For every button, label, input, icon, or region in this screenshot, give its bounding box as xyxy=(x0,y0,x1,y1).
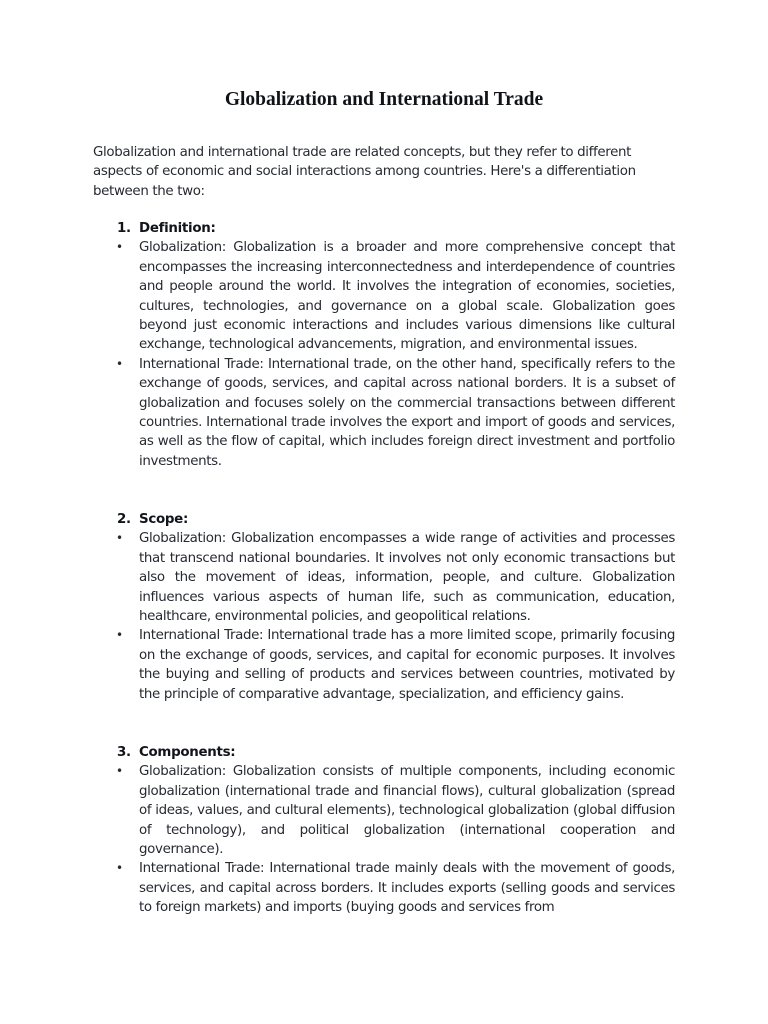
intro-paragraph: Globalization and international trade are related concepts, but they refer to different aspects of economic and social interactions among countries. Here's a differentiation between the two: xyxy=(93,145,636,199)
section-scope xyxy=(93,510,675,704)
list-item xyxy=(93,529,675,626)
list-item xyxy=(93,626,675,704)
bullet-list xyxy=(93,762,675,917)
bullet-icon: • xyxy=(116,861,123,876)
page-title: Globalization and International Trade xyxy=(224,89,544,110)
bullet-icon: • xyxy=(116,628,123,643)
section-heading-text: Scope: xyxy=(139,512,189,527)
bullet-icon: • xyxy=(116,531,123,546)
bullet-list xyxy=(93,529,675,704)
section-definition xyxy=(93,219,675,471)
bullet-icon: • xyxy=(116,764,123,779)
bullet-icon: • xyxy=(116,356,123,371)
list-item-text: Globalization: Globalization encompasses a wide range of activities and processes that transcend national boundaries. It involves not only economic transactions but also the movement of ideas, information, people, and culture. Globalization influences various aspects of human life, such as communication, education, healthcare, environmental policies, and geopolitical relations. xyxy=(139,531,675,625)
section-heading xyxy=(93,510,675,529)
bullet-icon: • xyxy=(116,240,123,255)
list-item-text: Globalization: Globalization consists of multiple components, including economic globalization (international trade and financial flows), cultural globalization (spread of ideas, values, and cultural elements), technological globalization (global diffusion of technology), and political globalization (international cooperation and governance). xyxy=(139,764,675,858)
list-item-text: International Trade: International trade, on the other hand, specifically refers to the exchange of goods, services, and capital across national borders. It is a subset of globalization and focuses solely on the commercial transactions between different countries. International trade involves the export and import of goods and services, as well as the flow of capital, which includes foreign direct investment and portfolio investments. xyxy=(139,356,675,469)
section-heading-text: Components: xyxy=(139,745,236,760)
list-item-text: Globalization: Globalization is a broader and more comprehensive concept that encompasses the increasing interconnectedness and interdependence of countries and people around the world. It involves the integration of economies, societies, cultures, technologies, and governance on a global scale. Globalization goes beyond just economic interactions and includes various dimensions like cultural exchange, technological advancements, migration, and environmental issues. xyxy=(139,240,675,353)
list-item xyxy=(93,859,675,917)
section-number: 3. xyxy=(117,745,131,760)
list-item xyxy=(93,238,675,354)
list-item-text: International Trade: International trade has a more limited scope, primarily focusing on the exchange of goods, services, and capital for economic purposes. It involves the buying and selling of products and services between countries, motivated by the principle of comparative advantage, specialization, and efficiency gains. xyxy=(139,628,675,702)
section-number: 1. xyxy=(117,221,131,236)
bullet-list xyxy=(93,238,675,471)
list-item xyxy=(93,355,675,471)
list-item-text: International Trade: International trade mainly deals with the movement of goods, services, and capital across borders. It includes exports (selling goods and services to foreign markets) and imports (buying goods and services from xyxy=(139,861,675,916)
list-item xyxy=(93,762,675,859)
section-heading-text: Definition: xyxy=(139,221,216,236)
section-heading xyxy=(93,743,675,762)
section-heading xyxy=(93,219,675,238)
section-components xyxy=(93,743,675,918)
section-number: 2. xyxy=(117,512,131,527)
